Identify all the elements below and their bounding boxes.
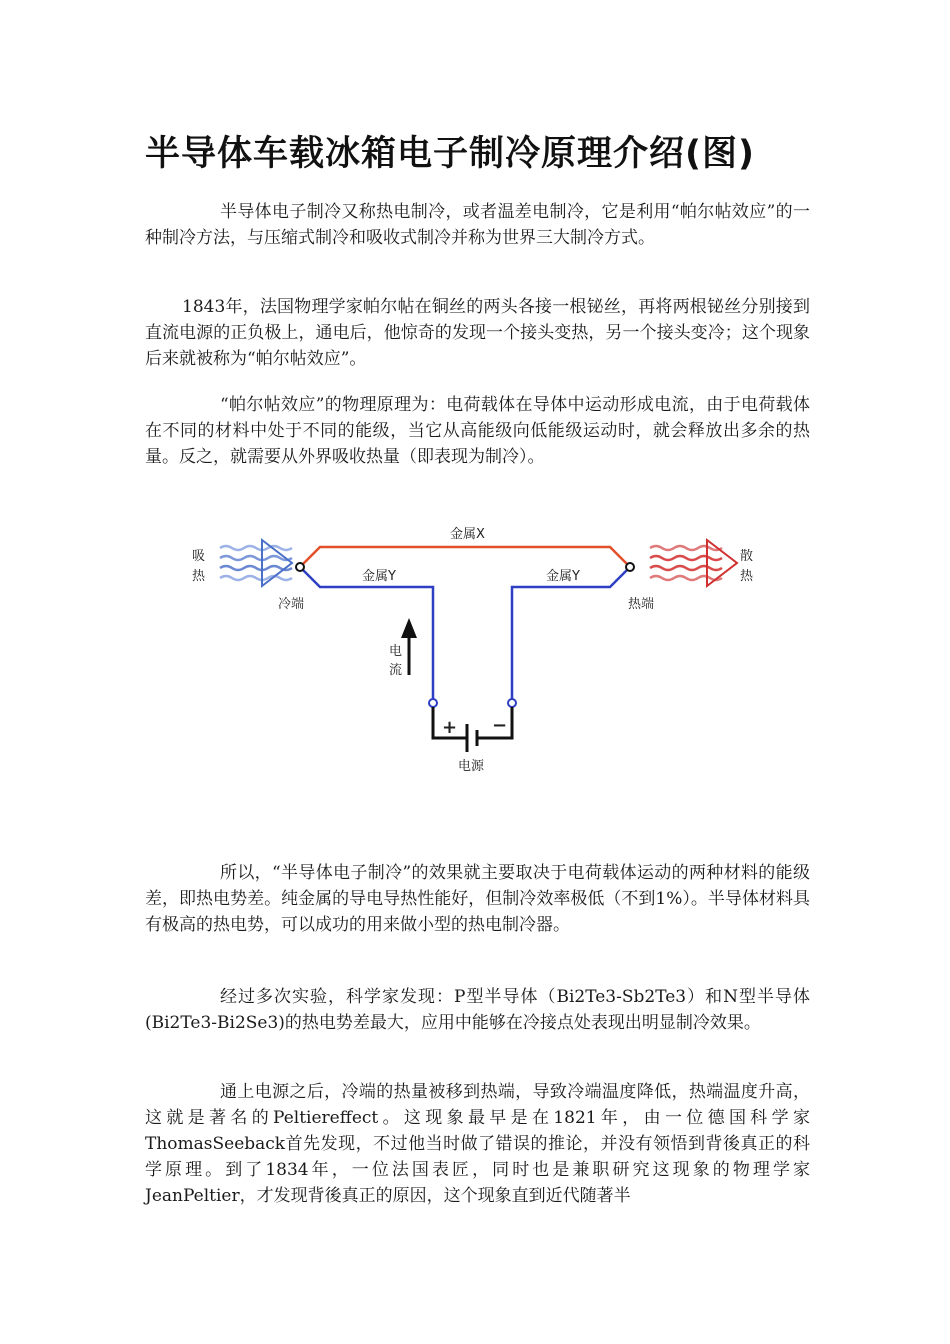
hot-junction: [626, 563, 634, 571]
metal-x-wire: [300, 547, 630, 567]
absorb-heat-label-1: 吸: [192, 549, 206, 564]
current-label-1: 电: [389, 644, 403, 659]
plus-label: +: [442, 717, 458, 738]
paragraph-6: 通上电源之后，冷端的热量被移到热端，导致冷端温度降低，热端温度升高，这就是著名的Peltiereffect。这现象最早是在1821年，由一位德国科学家ThomasSeeback首先发现，不过他当时做了错误的推论，并没有领悟到背後真正的科学原理。到了1834年，一位法国表匠，同时也是兼职研究这现象的物理学家JeanPeltier，才发现背後真正的原因，这个现象直到近代随著半: [145, 1082, 810, 1206]
released-heat-waves: [650, 540, 737, 586]
paragraph-1: 半导体电子制冷又称热电制冷，或者温差电制冷，它是利用“帕尔帖效应”的一种制冷方法，与压缩式制冷和吸收式制冷并称为世界三大制冷方式。: [145, 202, 810, 248]
metal-y-left-label: 金属Y: [362, 569, 396, 584]
release-heat-label-2: 热: [740, 569, 754, 584]
metal-y-right-label: 金属Y: [546, 569, 580, 584]
power-label: 电源: [458, 759, 485, 774]
cold-end-label: 冷端: [278, 597, 305, 612]
paragraph-4: 所以，“半导体电子制冷”的效果就主要取决于电荷载体运动的两种材料的能级差，即热电势差。纯金属的导电导热性能好，但制冷效率极低（不到1%）。半导体材料具有极高的热电势，可以成功的用来做小型的热电制冷器。: [145, 863, 810, 935]
paragraph-2: 1843年，法国物理学家帕尔帖在铜丝的两头各接一根铋丝，再将两根铋丝分别接到直流电源的正负极上，通电后，他惊奇的发现一个接头变热，另一个接头变冷；这个现象后来就被称为“帕尔帖效应”。: [145, 297, 810, 369]
minus-label: −: [492, 715, 508, 736]
metal-y-right-wire: [512, 567, 630, 700]
paragraph-5: 经过多次实验，科学家发现：P型半导体（Bi2Te3-Sb2Te3）和N型半导体(Bi2Te3-Bi2Se3)的热电势差最大，应用中能够在冷接点处表现出明显制冷效果。: [145, 987, 810, 1033]
cold-junction: [296, 563, 304, 571]
page-title: 半导体车载冰箱电子制冷原理介绍(图): [145, 134, 755, 174]
absorbed-heat-waves: [220, 540, 292, 586]
peltier-diagram: [180, 510, 800, 800]
current-label-2: 流: [389, 663, 403, 678]
absorb-heat-label-2: 热: [192, 569, 206, 584]
negative-terminal: [508, 699, 516, 707]
paragraph-3: “帕尔帖效应”的物理原理为：电荷载体在导体中运动形成电流，由于电荷载体在不同的材料中处于不同的能级，当它从高能级向低能级运动时，就会释放出多余的热量。反之，就需要从外界吸收热量（即表现为制冷）。: [145, 395, 810, 467]
metal-x-label: 金属X: [450, 527, 485, 542]
hot-end-label: 热端: [628, 597, 655, 612]
positive-terminal: [429, 699, 437, 707]
current-arrow-icon: [401, 618, 417, 675]
release-heat-label-1: 散: [740, 549, 754, 564]
